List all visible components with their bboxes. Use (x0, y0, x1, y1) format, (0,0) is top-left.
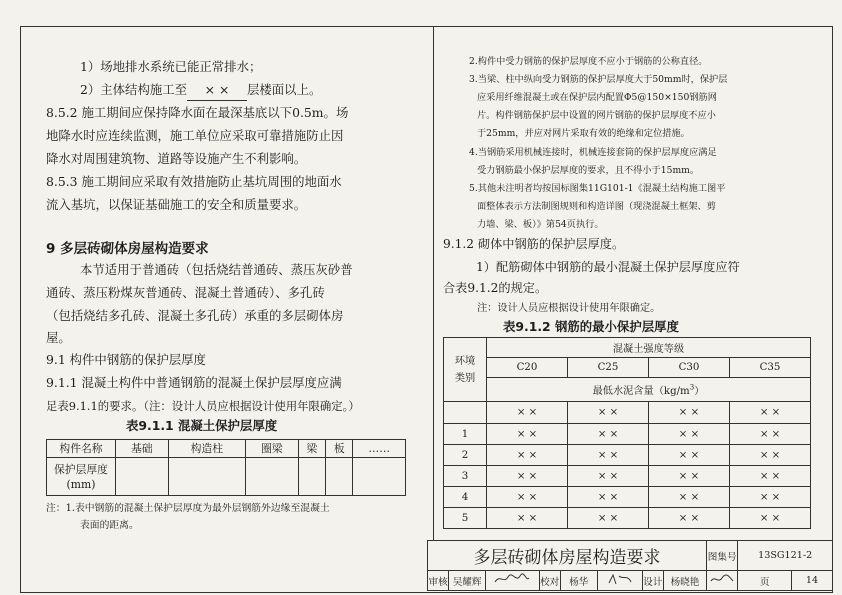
review-label: 审核 (428, 571, 449, 591)
intro-line4: 屋。 (46, 330, 71, 345)
signature-mark (709, 572, 735, 586)
page-number: 14 (791, 571, 832, 591)
clause-9-1-2-1-line1: 1）配筋砌体中钢筋的最小混凝土保护层厚度应符 (476, 260, 740, 274)
table-9-1-2-caption: 表9.1.2 钢筋的最小保护层厚度 (503, 319, 679, 334)
table-cell: × × (567, 445, 648, 466)
designer-name: 杨晓艳 (663, 571, 706, 591)
floor-blank: × × (187, 80, 247, 101)
table-cell: × × (487, 402, 568, 424)
reviewer-name: 吴耀辉 (449, 571, 486, 591)
table-9-1-2-header-grades (444, 358, 811, 378)
note-4-line2: 受力钢筋最小保护层厚度的要求，且不得小于15mm。 (477, 165, 700, 176)
table-9-1-2-header-cement (444, 378, 811, 402)
env-cell: 4 (444, 487, 487, 508)
sheet-title (428, 541, 707, 571)
table-cell: × × (729, 487, 810, 508)
clause-8-5-3-line2: 流入基坑，以保证基础施工的安全和质量要求。 (46, 197, 307, 212)
note-3-line1: 3.当梁、柱中纵向受力钢筋的保护层厚度大于50mm时，保护层 (469, 74, 728, 85)
row-label-line2: (mm) (66, 477, 96, 491)
title-block (427, 540, 833, 591)
subsection-9-1: 9.1 构件中钢筋的保护层厚度 (46, 352, 206, 367)
table-cell: × × (487, 424, 568, 445)
env-class-header-line1: 环境 (454, 355, 476, 367)
table-cell: × × (729, 402, 810, 424)
column-divider (433, 26, 434, 541)
note-5-line1: 5.其他未注明者均按国标图集11G101-1《混凝土结构施工图平 (469, 183, 726, 194)
page-label: 页 (738, 571, 792, 591)
table-9-1-1-caption: 表9.1.1 混凝土保护层厚度 (126, 418, 278, 433)
table-cell: × × (567, 424, 648, 445)
table-header-cell: …… (353, 440, 406, 458)
list-item-2 (80, 80, 321, 101)
table-9-1-2 (443, 337, 811, 529)
sheet-title-text: 多层砖砌体房屋构造要求 (473, 548, 661, 568)
env-class-header (444, 338, 487, 402)
table-cell (353, 458, 406, 496)
signature-mark (492, 572, 532, 586)
title-block-sign-row (428, 571, 833, 591)
env-cell: 5 (444, 508, 487, 529)
checker-name: 杨华 (560, 571, 597, 591)
note-5-line3: 力墙、梁、板）》第54页执行。 (477, 219, 604, 230)
table-9-1-1-header (47, 440, 406, 458)
clause-9-1-2-note: 注：设计人员应根据设计使用年限确定。 (477, 303, 661, 314)
design-label: 设计 (642, 571, 663, 591)
cement-content-header (487, 378, 811, 402)
row-label (47, 458, 116, 496)
clause-8-5-2-line1: 8.5.2 施工期间应保持降水面在最深基底以下0.5m。场 (46, 105, 349, 120)
intro-line1: 本节适用于普通砖（包括烧结普通砖、蒸压灰砂普 (80, 262, 353, 277)
table-cell: × × (567, 508, 648, 529)
grade-cell: C30 (648, 358, 729, 378)
table-row (444, 424, 811, 445)
table-cell (298, 458, 325, 496)
row-label-line1: 保护层厚度 (54, 462, 108, 476)
table-header-cell: 基础 (116, 440, 169, 458)
env-cell (444, 402, 487, 424)
table-row (47, 458, 406, 496)
table-cell: × × (567, 487, 648, 508)
table-cell (168, 458, 246, 496)
list-item-2-tail: 层楼面以上。 (247, 82, 322, 97)
clause-9-1-2-1-line2: 合表9.1.2的规定。 (443, 281, 548, 295)
reviewer-signature (485, 571, 539, 591)
note-2: 2.构件中受力钢筋的保护层厚度不应小于钢筋的公称直径。 (469, 56, 708, 67)
grade-cell: C20 (487, 358, 568, 378)
table-header-cell: 板 (326, 440, 353, 458)
section-9-title: 9 多层砖砌体房屋构造要求 (46, 241, 209, 257)
table-cell (326, 458, 353, 496)
cement-unit-exponent: 3 (689, 383, 695, 392)
table-cell: × × (729, 508, 810, 529)
table-row (444, 466, 811, 487)
table-cell: × × (487, 487, 568, 508)
env-cell: 3 (444, 466, 487, 487)
table-header-cell: 梁 (298, 440, 325, 458)
note-5-line2: 面整体表示方法制图规则和构造详图（现浇混凝土框架、剪 (477, 201, 716, 212)
table-cell (116, 458, 169, 496)
clause-8-5-2-line3: 降水对周围建筑物、道路等设施产生不利影响。 (46, 151, 307, 166)
clause-9-1-1-line2: 足表9.1.1的要求。（注：设计人员应根据设计使用年限确定。） (46, 399, 360, 413)
list-item-2-text: 2）主体结构施工至 (80, 82, 188, 97)
table-row (444, 402, 811, 424)
table-cell: × × (567, 466, 648, 487)
table-row (444, 508, 811, 529)
cement-label: 最低水泥含量（kg/m (592, 386, 690, 397)
grade-cell: C35 (729, 358, 810, 378)
env-cell: 2 (444, 445, 487, 466)
note-3-line4: 于25mm，并应对网片采取有效的绝缘和定位措施。 (477, 128, 690, 139)
table-cell: × × (648, 424, 729, 445)
table-cell: × × (648, 402, 729, 424)
table-cell: × × (487, 445, 568, 466)
note-3-line3: 片。构件钢筋保护层中设置的网片钢筋的保护层厚度不应小 (477, 110, 716, 121)
title-block-top-row (428, 541, 833, 571)
table-cell: × × (648, 508, 729, 529)
table-row (444, 445, 811, 466)
note-1-line2: 表面的距离。 (80, 520, 139, 531)
table-cell: × × (648, 487, 729, 508)
table-header-cell: 构造柱 (168, 440, 246, 458)
clause-8-5-2-line2: 地降水时应连续监测，施工单位应采取可靠措施防止因 (46, 128, 344, 143)
table-9-1-2-header-strength (444, 338, 811, 358)
note-1-line1: 注：1.表中钢筋的混凝土保护层厚度为最外层钢筋外边缘至混凝土 (46, 503, 330, 514)
table-row (444, 487, 811, 508)
table-cell: × × (729, 445, 810, 466)
intro-line2: 通砖、蒸压粉煤灰普通砖、混凝土普通砖）、多孔砖 (46, 285, 325, 300)
table-cell: × × (648, 466, 729, 487)
clause-9-1-2: 9.1.2 砌体中钢筋的保护层厚度。 (443, 237, 625, 251)
table-cell: × × (567, 402, 648, 424)
designer-signature (707, 571, 738, 591)
table-cell: × × (487, 466, 568, 487)
clause-8-5-3-line1: 8.5.3 施工期间应采取有效措施防止基坑周围的地面水 (46, 174, 342, 189)
table-header-cell: 圈梁 (246, 440, 299, 458)
table-cell: × × (729, 424, 810, 445)
signature-mark (605, 572, 635, 586)
intro-line3: （包括烧结多孔砖、混凝土多孔砖）承重的多层砌体房 (46, 308, 344, 323)
checker-signature (597, 571, 642, 591)
note-4-line1: 4.当钢筋采用机械连接时，机械连接套筒的保护层厚度应满足 (469, 147, 717, 158)
table-cell (246, 458, 299, 496)
strength-grade-header: 混凝土强度等级 (487, 338, 811, 358)
grade-cell: C25 (567, 358, 648, 378)
check-label: 校对 (539, 571, 560, 591)
table-header-cell: 构件名称 (47, 440, 116, 458)
atlas-label: 图集号 (707, 541, 738, 571)
atlas-number: 13SG121-2 (738, 541, 833, 571)
cement-label-close: ） (694, 386, 705, 397)
clause-9-1-1-line1: 9.1.1 混凝土构件中普通钢筋的混凝土保护层厚度应满 (46, 375, 342, 390)
table-9-1-1 (46, 439, 406, 496)
table-cell: × × (729, 466, 810, 487)
note-3-line2: 应采用纤维混凝土或在保护层内配置Φ5@150×150钢筋网 (477, 92, 717, 103)
env-cell: 1 (444, 424, 487, 445)
table-cell: × × (648, 445, 729, 466)
env-class-header-line2: 类别 (454, 372, 476, 384)
list-item-1: 1）场地排水系统已能正常排水； (80, 59, 262, 74)
table-cell: × × (487, 508, 568, 529)
